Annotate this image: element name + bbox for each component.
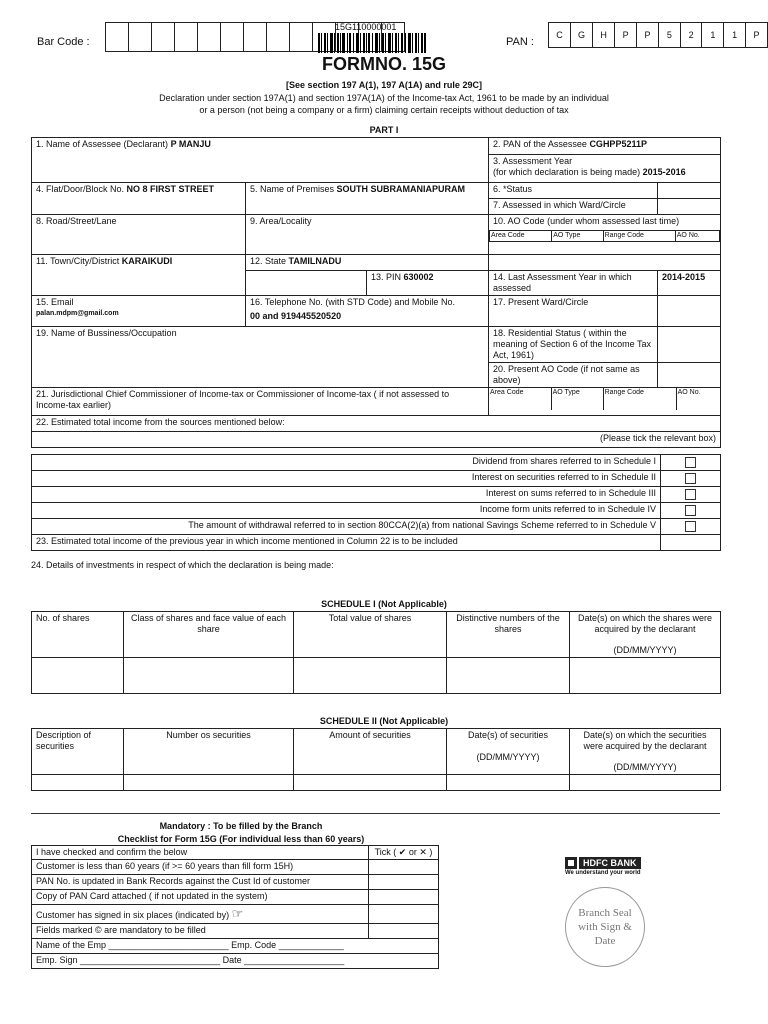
tick-cell[interactable] — [369, 923, 439, 938]
pan-char: 2 — [680, 23, 702, 48]
schedule1-title: SCHEDULE I (Not Applicable) — [321, 599, 447, 609]
tick-cell[interactable] — [369, 905, 439, 924]
tick-header: Tick ( ✔ or ✕ ) — [369, 846, 439, 860]
pan-char: P — [615, 23, 637, 48]
source-row: Interest on securities referred to in Schedule II — [32, 471, 661, 487]
bank-name: HDFC BANK — [579, 857, 641, 869]
pan-char: H — [593, 23, 615, 48]
schedule1-col: Total value of shares — [294, 612, 447, 658]
assessee-pan: CGHPP5211P — [589, 139, 647, 149]
checklist-title-2: Checklist for Form 15G (For individual less than 60 years) — [117, 834, 365, 844]
field-9: 9. Area/Locality — [246, 215, 489, 255]
checklist-table — [31, 845, 439, 969]
pan-char: 1 — [724, 23, 746, 48]
source-checkbox[interactable] — [685, 473, 696, 484]
assessee-name: P MANJU — [170, 139, 211, 149]
declaration-line-2: or a person (not being a company or a firm) claiming certain receipts without deduction of tax — [199, 105, 569, 115]
pan-char: C — [549, 23, 571, 48]
field-19: 19. Name of Bussiness/Occupation — [32, 327, 489, 388]
employee-sign-row: Emp. Sign ____________________________ Date ____________________ — [32, 953, 439, 968]
field-21: 21. Jurisdictional Chief Commissioner of Income-tax or Commissioner of Income-tax ( if not assessed to Income-tax earlier) — [32, 387, 489, 415]
field-24: 24. Details of investments in respect of which the declaration is being made: — [31, 560, 334, 570]
source-checkbox[interactable] — [685, 489, 696, 500]
bank-logo-icon — [565, 857, 577, 869]
pan-char: P — [637, 23, 659, 48]
section-reference: [See section 197 A(1), 197 A(1A) and rule 29C] — [286, 80, 482, 90]
field-8: 8. Road/Street/Lane — [32, 215, 246, 255]
schedule2-col: Amount of securities — [294, 729, 447, 775]
checklist-row: Customer is less than 60 years (if >= 60 years than fill form 15H) — [32, 860, 369, 875]
schedule1-col: Class of shares and face value of each share — [124, 612, 294, 658]
pan-char: G — [571, 23, 593, 48]
barcode-image — [318, 33, 426, 53]
field-23: 23. Estimated total income of the previous year in which income mentioned in Column 22 is to be included — [32, 535, 661, 551]
schedule1-col: Distinctive numbers of the shares — [447, 612, 570, 658]
declaration-line-1: Declaration under section 197A(1) and section 197A(1A) of the Income-tax Act, 1961 to be made by an individual — [159, 93, 609, 103]
field-16: 16. Telephone No. (with STD Code) and Mobile No. 00 and 919445520520 — [246, 295, 489, 327]
present-ao-code-grid: Area Code AO Type Range Code AO No. — [489, 388, 720, 410]
schedule2-col: Number os securities — [124, 729, 294, 775]
field-18: 18. Residential Status ( within the meaning of Section 6 of the Income Tax Act, 1961) — [489, 327, 658, 363]
employee-name-row: Name of the Emp ________________________ Emp. Code _____________ — [32, 938, 439, 953]
field-5: 5. Name of Premises SOUTH SUBRAMANIAPURAM — [246, 183, 489, 215]
source-row: Dividend from shares referred to in Schedule I — [32, 455, 661, 471]
pan-char: P — [745, 23, 767, 48]
field-17: 17. Present Ward/Circle — [489, 295, 658, 327]
field-1: 1. Name of Assessee (Declarant) P MANJU — [32, 138, 489, 183]
tick-cell[interactable] — [369, 875, 439, 890]
field-20: 20. Present AO Code (if not same as above) — [489, 363, 658, 388]
field-11: 11. Town/City/District KARAIKUDI — [32, 255, 246, 296]
schedule2-col: Date(s) of securities (DD/MM/YYYY) — [447, 729, 570, 775]
field-13: 13. PIN 630002 — [367, 271, 489, 296]
checklist-row: PAN No. is updated in Bank Records against the Cust Id of customer — [32, 875, 369, 890]
pan-boxes — [548, 22, 768, 48]
source-row: Income form units referred to in Schedule IV — [32, 503, 661, 519]
tick-cell[interactable] — [369, 890, 439, 905]
schedule1-table — [31, 611, 721, 694]
part-heading: PART I — [369, 125, 399, 135]
schedule2-table — [31, 728, 721, 791]
tick-note: (Please tick the relevant box) — [32, 431, 721, 447]
source-row: Interest on sums referred to in Schedule III — [32, 487, 661, 503]
branch-seal: Branch Seal with Sign & Date — [565, 887, 645, 967]
checklist-row: Copy of PAN Card attached ( if not updated in the system) — [32, 890, 369, 905]
checklist-title-1: Mandatory : To be filled by the Branch — [159, 821, 323, 831]
assessment-year: 2015-2016 — [642, 166, 686, 177]
part1-table — [31, 137, 721, 448]
field-12: 12. State TAMILNADU — [246, 255, 489, 271]
field-14: 14. Last Assessment Year in which assessed — [489, 271, 658, 296]
pointing-hand-icon: ☞ — [231, 906, 244, 921]
form-title: FORMNO. 15G — [321, 54, 446, 74]
last-assessment-year: 2014-2015 — [658, 271, 721, 296]
field-2: 2. PAN of the Assessee CGHPP5211P — [489, 138, 721, 155]
tick-cell[interactable] — [369, 860, 439, 875]
field-10: 10. AO Code (under whom assessed last time) Area Code AO Type Range Code AO No. — [489, 215, 721, 255]
source-checkbox[interactable] — [685, 505, 696, 516]
checklist-row: Customer has signed in six places (indicated by) ☞ — [32, 905, 369, 924]
checklist-row: Fields marked © are mandatory to be filled — [32, 923, 369, 938]
schedule2-title: SCHEDULE II (Not Applicable) — [319, 716, 449, 726]
source-row: The amount of withdrawal referred to in section 80CCA(2)(a) from national Savings Scheme referred to in Schedule V — [32, 519, 661, 535]
schedule1-col: Date(s) on which the shares were acquired by the declarant (DD/MM/YYYY) — [570, 612, 721, 658]
field-7: 7. Assessed in which Ward/Circle — [489, 199, 658, 215]
section-divider — [31, 813, 720, 814]
income-sources-table — [31, 454, 721, 551]
pan-char: 1 — [702, 23, 724, 48]
source-checkbox[interactable] — [685, 521, 696, 532]
field-4: 4. Flat/Door/Block No. NO 8 FIRST STREET — [32, 183, 246, 215]
field-15: 15. Email palan.mdpm@gmail.com — [32, 295, 246, 327]
field-22: 22. Estimated total income from the sources mentioned below: — [32, 415, 721, 431]
field-3: 3. Assessment Year (for which declaration is being made) 2015-2016 — [489, 155, 721, 183]
pan-label: PAN : — [506, 36, 534, 48]
bank-tagline: We understand your world — [565, 870, 641, 876]
checklist-row: I have checked and confirm the below — [32, 846, 369, 860]
ao-code-grid: Area Code AO Type Range Code AO No. — [489, 230, 720, 242]
source-checkbox[interactable] — [685, 457, 696, 468]
bank-logo — [565, 857, 641, 876]
schedule2-col: Date(s) on which the securities were acquired by the declarant (DD/MM/YYYY) — [570, 729, 721, 775]
barcode-number: 15G110000001 — [335, 22, 397, 32]
barcode-label: Bar Code : — [37, 36, 90, 48]
field-6: 6. *Status — [489, 183, 658, 199]
schedule2-col: Description of securities — [32, 729, 124, 775]
schedule1-col: No. of shares — [32, 612, 124, 658]
pan-char: 5 — [658, 23, 680, 48]
